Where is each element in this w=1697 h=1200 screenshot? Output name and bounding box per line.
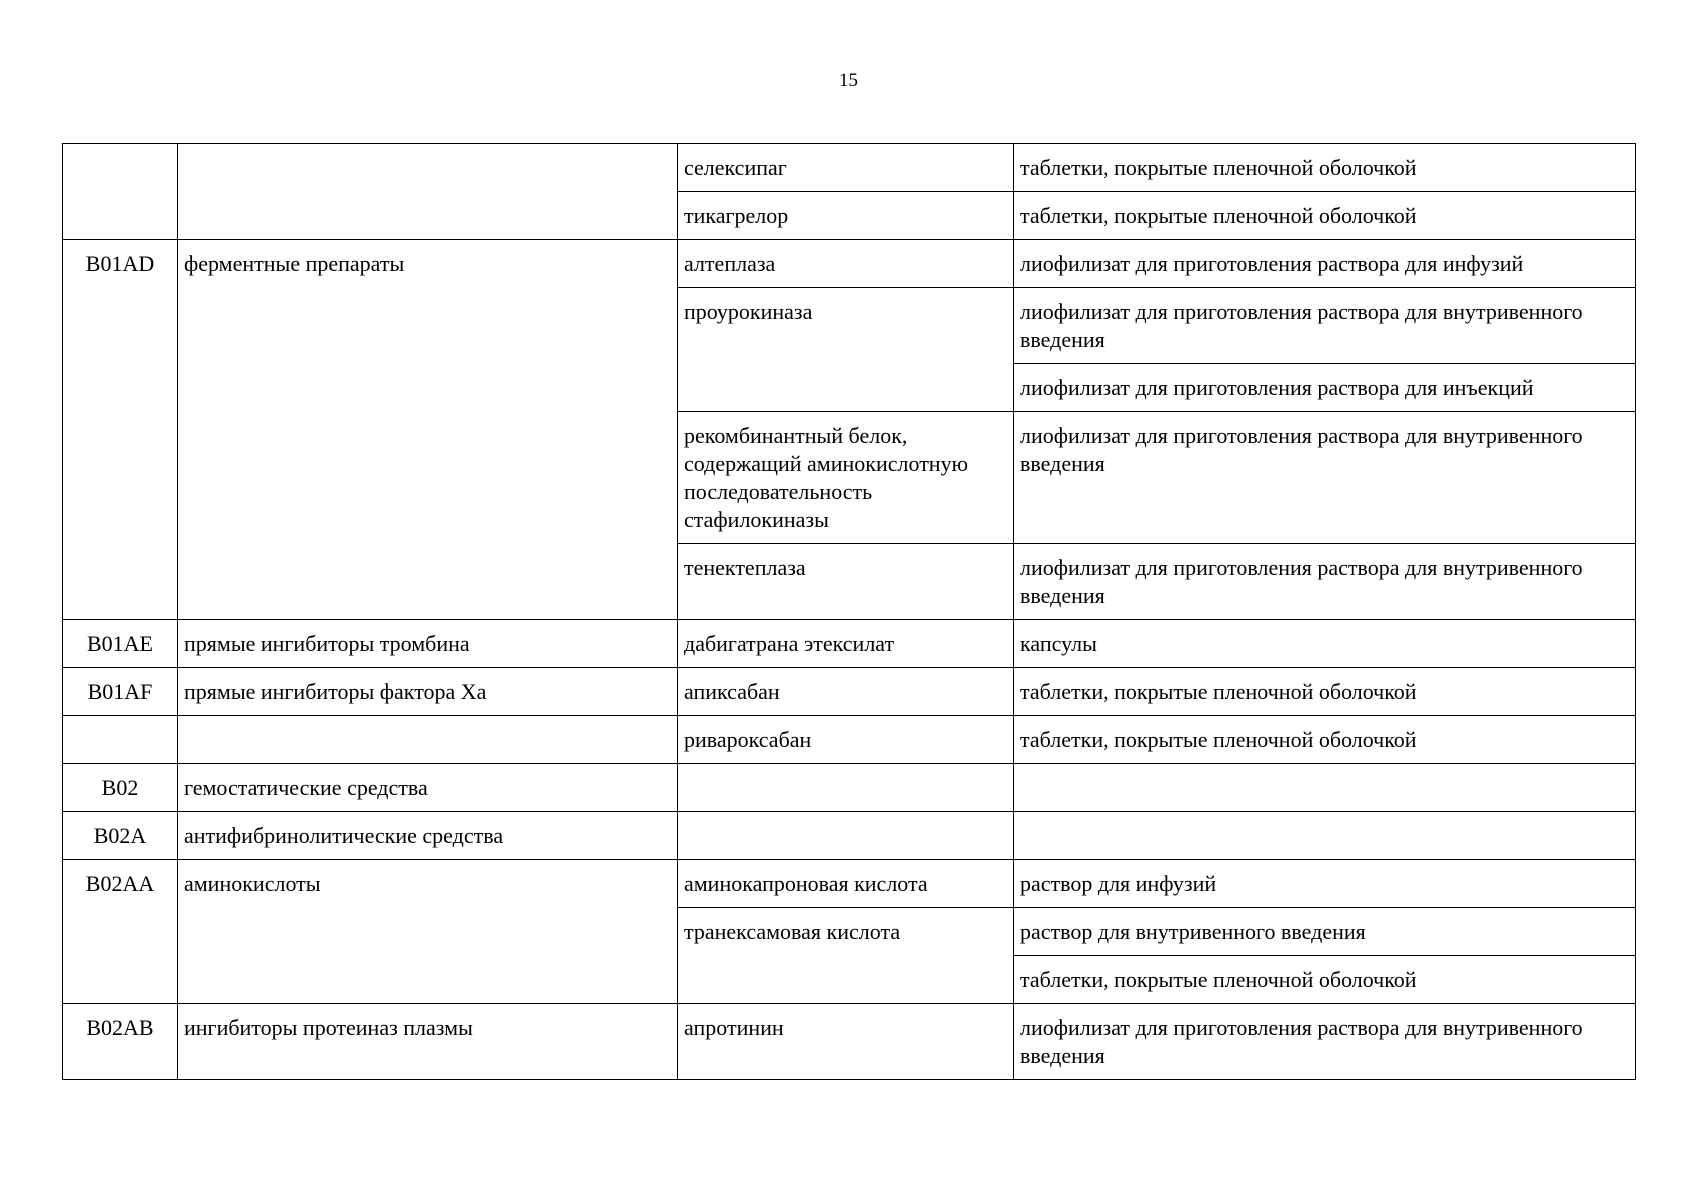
group-name-cell: ингибиторы протеиназ плазмы [178,1004,678,1080]
drug-name-cell: аминокапроновая кислота [678,860,1014,908]
atc-code-cell: B02A [63,812,178,860]
dosage-form-cell: лиофилизат для приготовления раствора для внутривенного введения [1014,288,1636,364]
drug-name-cell: ривароксабан [678,716,1014,764]
dosage-form-cell: таблетки, покрытые пленочной оболочкой [1014,668,1636,716]
dosage-form-cell: таблетки, покрытые пленочной оболочкой [1014,192,1636,240]
dosage-form-cell: раствор для инфузий [1014,860,1636,908]
drug-name-cell: транексамовая кислота [678,908,1014,1004]
drug-name-cell: рекомбинантный белок, содержащий аминокислотную последовательность стафилокиназы [678,412,1014,544]
atc-code-cell: B02 [63,764,178,812]
group-name-cell: прямые ингибиторы фактора Xa [178,668,678,716]
drug-name-cell: апротинин [678,1004,1014,1080]
group-name-cell: аминокислоты [178,860,678,1004]
group-name-cell: прямые ингибиторы тромбина [178,620,678,668]
dosage-form-cell: таблетки, покрытые пленочной оболочкой [1014,956,1636,1004]
drug-name-cell: тикагрелор [678,192,1014,240]
table-row [63,620,1636,668]
group-name-cell: ферментные препараты [178,240,678,620]
group-name-cell: гемостатические средства [178,764,678,812]
atc-code-cell: B01AD [63,240,178,620]
page-number: 15 [839,70,858,91]
dosage-form-cell: лиофилизат для приготовления раствора для внутривенного введения [1014,1004,1636,1080]
table-row [63,764,1636,812]
group-name-cell: антифибринолитические средства [178,812,678,860]
drug-name-cell: апиксабан [678,668,1014,716]
atc-code-cell: B02AB [63,1004,178,1080]
dosage-form-cell [1014,764,1636,812]
dosage-form-cell: лиофилизат для приготовления раствора для внутривенного введения [1014,544,1636,620]
drug-name-cell [678,764,1014,812]
atc-code-cell: B01AE [63,620,178,668]
drug-table [62,143,1636,1080]
table-row [63,240,1636,288]
atc-code-cell [63,144,178,240]
table-row [63,144,1636,192]
drug-name-cell: алтеплаза [678,240,1014,288]
dosage-form-cell: лиофилизат для приготовления раствора для внутривенного введения [1014,412,1636,544]
dosage-form-cell [1014,812,1636,860]
atc-code-cell: B02AA [63,860,178,1004]
drug-name-cell: селексипаг [678,144,1014,192]
table-row [63,716,1636,764]
drug-name-cell: тенектеплаза [678,544,1014,620]
table-row [63,860,1636,908]
dosage-form-cell: лиофилизат для приготовления раствора для инфузий [1014,240,1636,288]
dosage-form-cell: таблетки, покрытые пленочной оболочкой [1014,716,1636,764]
drug-name-cell: проурокиназа [678,288,1014,412]
atc-code-cell [63,716,178,764]
dosage-form-cell: таблетки, покрытые пленочной оболочкой [1014,144,1636,192]
table-row [63,812,1636,860]
dosage-form-cell: раствор для внутривенного введения [1014,908,1636,956]
group-name-cell [178,144,678,240]
drug-name-cell [678,812,1014,860]
table-row [63,1004,1636,1080]
group-name-cell [178,716,678,764]
dosage-form-cell: лиофилизат для приготовления раствора для инъекций [1014,364,1636,412]
atc-code-cell: B01AF [63,668,178,716]
drug-name-cell: дабигатрана этексилат [678,620,1014,668]
dosage-form-cell: капсулы [1014,620,1636,668]
table-row [63,668,1636,716]
